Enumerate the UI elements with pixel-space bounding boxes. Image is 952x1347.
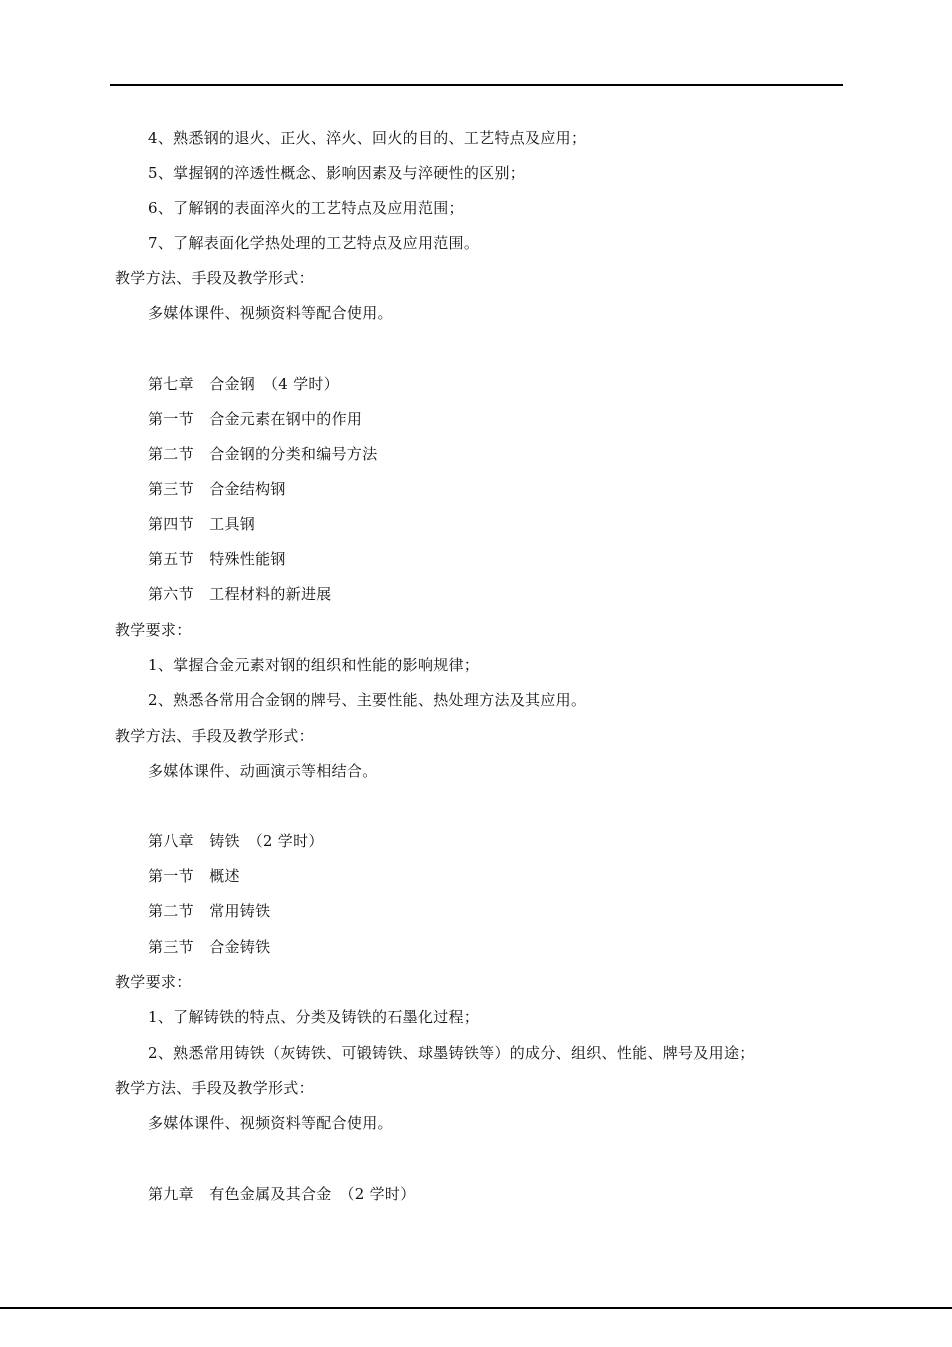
- section-7-2: 第二节 合金钢的分类和编号方法: [148, 445, 378, 463]
- chapter-8-title: 第八章 铸铁 （2 学时）: [148, 832, 324, 850]
- requirement-8-1: 1、了解铸铁的特点、分类及铸铁的石墨化过程；: [148, 1008, 480, 1026]
- section-7-5: 第五节 特殊性能钢: [148, 550, 286, 568]
- chapter-7-title: 第七章 合金钢 （4 学时）: [148, 375, 340, 393]
- methods-heading: 教学方法、手段及教学形式：: [115, 727, 314, 745]
- footer-rule: [0, 1307, 952, 1309]
- requirement-7-2: 2、熟悉各常用合金钢的牌号、主要性能、热处理方法及其应用。: [148, 691, 587, 709]
- methods-heading: 教学方法、手段及教学形式：: [115, 1079, 314, 1097]
- section-7-3: 第三节 合金结构钢: [148, 480, 286, 498]
- requirement-7-1: 1、掌握合金元素对钢的组织和性能的影响规律；: [148, 656, 480, 674]
- objective-5: 5、掌握钢的淬透性概念、影响因素及与淬硬性的区别；: [148, 164, 526, 182]
- section-7-4: 第四节 工具钢: [148, 515, 256, 533]
- section-8-1: 第一节 概述: [148, 867, 240, 885]
- section-7-1: 第一节 合金元素在钢中的作用: [148, 410, 363, 428]
- requirements-heading: 教学要求：: [115, 621, 192, 639]
- section-8-2: 第二节 常用铸铁: [148, 902, 271, 920]
- methods-text: 多媒体课件、视频资料等配合使用。: [148, 304, 393, 322]
- section-8-3: 第三节 合金铸铁: [148, 938, 271, 956]
- chapter-9-title: 第九章 有色金属及其合金 （2 学时）: [148, 1185, 416, 1203]
- methods-heading: 教学方法、手段及教学形式：: [115, 269, 314, 287]
- methods-text: 多媒体课件、动画演示等相结合。: [148, 762, 378, 780]
- objective-6: 6、了解钢的表面淬火的工艺特点及应用范围；: [148, 199, 464, 217]
- methods-text: 多媒体课件、视频资料等配合使用。: [148, 1114, 393, 1132]
- requirement-8-2: 2、熟悉常用铸铁（灰铸铁、可锻铸铁、球墨铸铁等）的成分、组织、性能、牌号及用途；: [148, 1044, 755, 1062]
- requirements-heading: 教学要求：: [115, 973, 192, 991]
- objective-4: 4、熟悉钢的退火、正火、淬火、回火的目的、工艺特点及应用；: [148, 129, 587, 147]
- section-7-6: 第六节 工程材料的新进展: [148, 585, 332, 603]
- objective-7: 7、了解表面化学热处理的工艺特点及应用范围。: [148, 234, 480, 252]
